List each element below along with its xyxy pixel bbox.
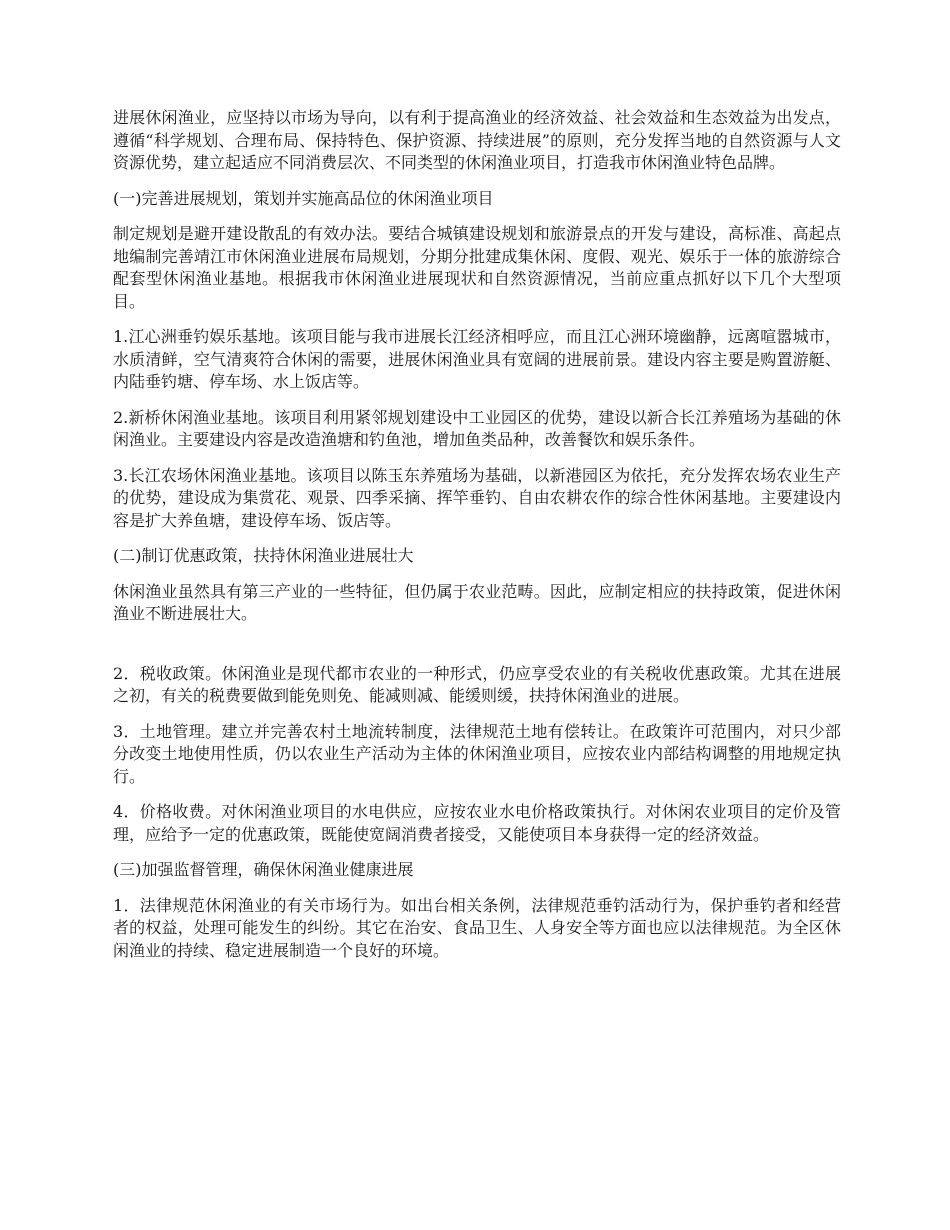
document-body	[113, 107, 841, 975]
policy-item-tax: 2．税收政策。休闲渔业是现代都市农业的一种形式，仍应享受农业的有关税收优惠政策。尤其在进展之初，有关的税费要做到能免则免、能减则减、能缓则缓，扶持休闲渔业的进展。	[113, 663, 841, 705]
policy-intro-paragraph: 休闲渔业虽然具有第三产业的一些特征，但仍属于农业范畴。因此，应制定相应的扶持政策，促进休闲渔业不断进展壮大。	[113, 581, 841, 623]
project-item-1: 1.江心洲垂钓娱乐基地。该项目能与我市进展长江经济相呼应，而且江心洲环境幽静，远离喧嚣城市，水质清鲜，空气清爽符合休闲的需要，进展休闲渔业具有宽阔的进展前景。建设内容主要是购置游艇、内陆垂钓塘、停车场、水上饭店等。	[113, 327, 841, 391]
planning-paragraph: 制定规划是避开建设散乱的有效办法。要结合城镇建设规划和旅游景点的开发与建设，高标准、高起点地编制完善靖江市休闲渔业进展布局规划，分期分批建成集休闲、度假、观光、娱乐于一体的旅游综合配套型休闲渔业基地。根据我市休闲渔业进展现状和自然资源情况，当前应重点抓好以下几个大型项目。	[113, 224, 841, 311]
policy-item-land: 3．土地管理。建立并完善农村土地流转制度，法律规范土地有偿转让。在政策许可范围内，对只少部分改变土地使用性质，仍以农业生产活动为主体的休闲渔业项目，应按农业内部结构调整的用地规定执行。	[113, 721, 841, 786]
project-item-2: 2.新桥休闲渔业基地。该项目利用紧邻规划建设中工业园区的优势，建设以新合长江养殖场为基础的休闲渔业。主要建设内容是改造渔塘和钓鱼池，增加鱼类品种，改善餐饮和娱乐条件。	[113, 407, 841, 449]
supervision-item-1: 1．法律规范休闲渔业的有关市场行为。如出台相关条例，法律规范垂钓活动行为，保护垂钓者和经营者的权益，处理可能发生的纠纷。其它在治安、食品卫生、人身安全等方面也应以法律规范。为全区休闲渔业的持续、稳定进展制造一个良好的环境。	[113, 895, 841, 960]
policy-item-price: 4．价格收费。对休闲渔业项目的水电供应，应按农业水电价格政策执行。对休闲农业项目的定价及管理，应给予一定的优惠政策，既能使宽阔消费者接受，又能使项目本身获得一定的经济效益。	[113, 802, 841, 844]
project-item-3: 3.长江农场休闲渔业基地。该项目以陈玉东养殖场为基础，以新港园区为依托，充分发挥农场农业生产的优势，建设成为集赏花、观景、四季采摘、挥竿垂钓、自由农耕农作的综合性休闲基地。主要建设内容是扩大养鱼塘，建设停车场、饭店等。	[113, 465, 841, 530]
blank-gap	[113, 639, 841, 663]
section-heading-1: (一)完善进展规划，策划并实施高品位的休闲渔业项目	[113, 188, 494, 208]
section-heading-3: (三)加强监督管理，确保休闲渔业健康进展	[113, 860, 414, 879]
section-heading-2: (二)制订优惠政策，扶持休闲渔业进展壮大	[113, 546, 414, 565]
intro-paragraph: 进展休闲渔业，应坚持以市场为导向，以有利于提高渔业的经济效益、社会效益和生态效益为出发点，遵循“科学规划、合理布局、保持特色、保护资源、持续进展”的原则，充分发挥当地的自然资源与人文资源优势，建立起适应不同消费层次、不同类型的休闲渔业项目，打造我市休闲渔业特色品牌。	[113, 108, 841, 172]
